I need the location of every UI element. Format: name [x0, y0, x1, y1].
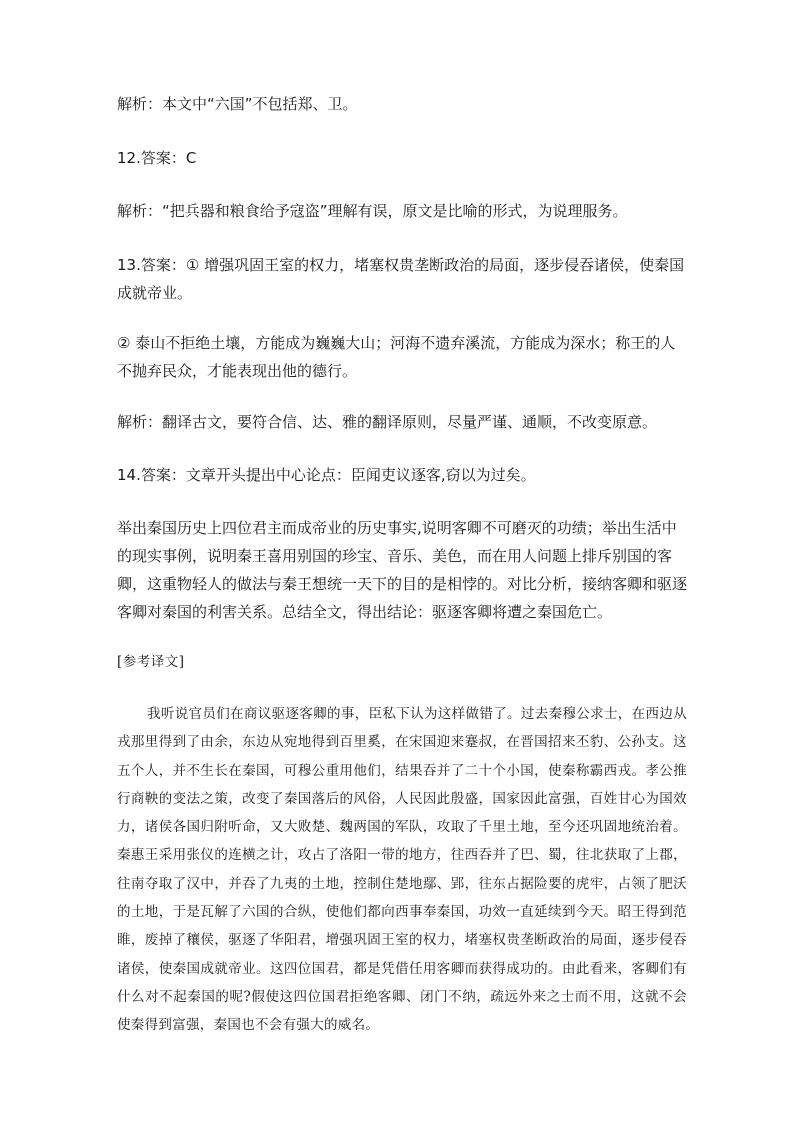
analysis-11: 解析：本文中“六国”不包括郑、卫。 [117, 95, 358, 113]
analysis-12: 解析：“把兵器和粮食给予寇盗”理解有误，原文是比喻的形式，为说理服务。 [117, 202, 628, 220]
answer-13-part2: ② 泰山不拒绝土壤，方能成为巍巍大山；河海不遗弃溪流，方能成为深水；称王的人不抛弃民众，才能表现出他的德行。 [117, 334, 676, 380]
answer-13-part1: 13.答案：① 增强巩固王室的权力，堵塞权贵垄断政治的局面，逐步侵吞诸侯，使秦国成就帝业。 [117, 256, 685, 302]
reference-translation: 我听说官员们在商议驱逐客卿的事，臣私下认为这样做错了。过去秦穆公求士，在西边从戎那里得到了由余，东边从宛地得到百里奚，在宋国迎来蹇叔，在晋国招来丕豹、公孙支。这五个人，并不生长在秦国，可穆公重用他们，结果吞并了二十个小国，使秦称霸西戎。孝公推行商鞅的变法之策，改变了秦国落后的风俗，人民因此殷盛，国家因此富强，百姓甘心为国效力，诸侯各国归附听命，又大败楚、魏两国的军队，攻取了千里土地，至今还巩固地统治着。秦惠王采用张仪的连横之计，攻占了洛阳一带的地方，往西吞并了巴、蜀，往北获取了上郡，往南夺取了汉中，并吞了九夷的土地，控制住楚地鄢、郢，往东占据险要的虎牢，占领了肥沃的土地，于是瓦解了六国的合纵，使他们都向西事奉秦国，功效一直延续到今天。昭王得到范睢，废掉了穰侯，驱逐了华阳君，增强巩固王室的权力，堵塞权贵垄断政治的局面，逐步侵吞诸侯，使秦国成就帝业。这四位国君，都是凭借任用客卿而获得成功的。由此看来，客卿们有什么对不起秦国的呢?假使这四位国君拒绝客卿、闭门不纳，疏远外来之士而不用，这就不会使秦得到富强，秦国也不会有强大的威名。 [117, 706, 687, 1034]
analysis-13: 解析：翻译古文，要符合信、达、雅的翻译原则，尽量严谨、通顺，不改变原意。 [117, 413, 658, 431]
answer-12: 12.答案：C [117, 149, 197, 167]
answer-14: 14.答案：文章开头提出中心论点：臣闻吏议逐客,窃以为过矣。 [117, 466, 536, 484]
answer-14-detail: 举出秦国历史上四位君主而成帝业的历史事实,说明客卿不可磨灭的功绩；举出生活中的现实事例，说明秦王喜用别国的珍宝、音乐、美色，而在用人问题上排斥别国的客卿，这重物轻人的做法与秦王想统一天下的目的是相悖的。对比分析，接纳客卿和驱逐客卿对秦国的利害关系。总结全文，得出结论：驱逐客卿将遭之秦国危亡。 [117, 519, 688, 621]
reference-title: [参考译文] [117, 654, 185, 670]
